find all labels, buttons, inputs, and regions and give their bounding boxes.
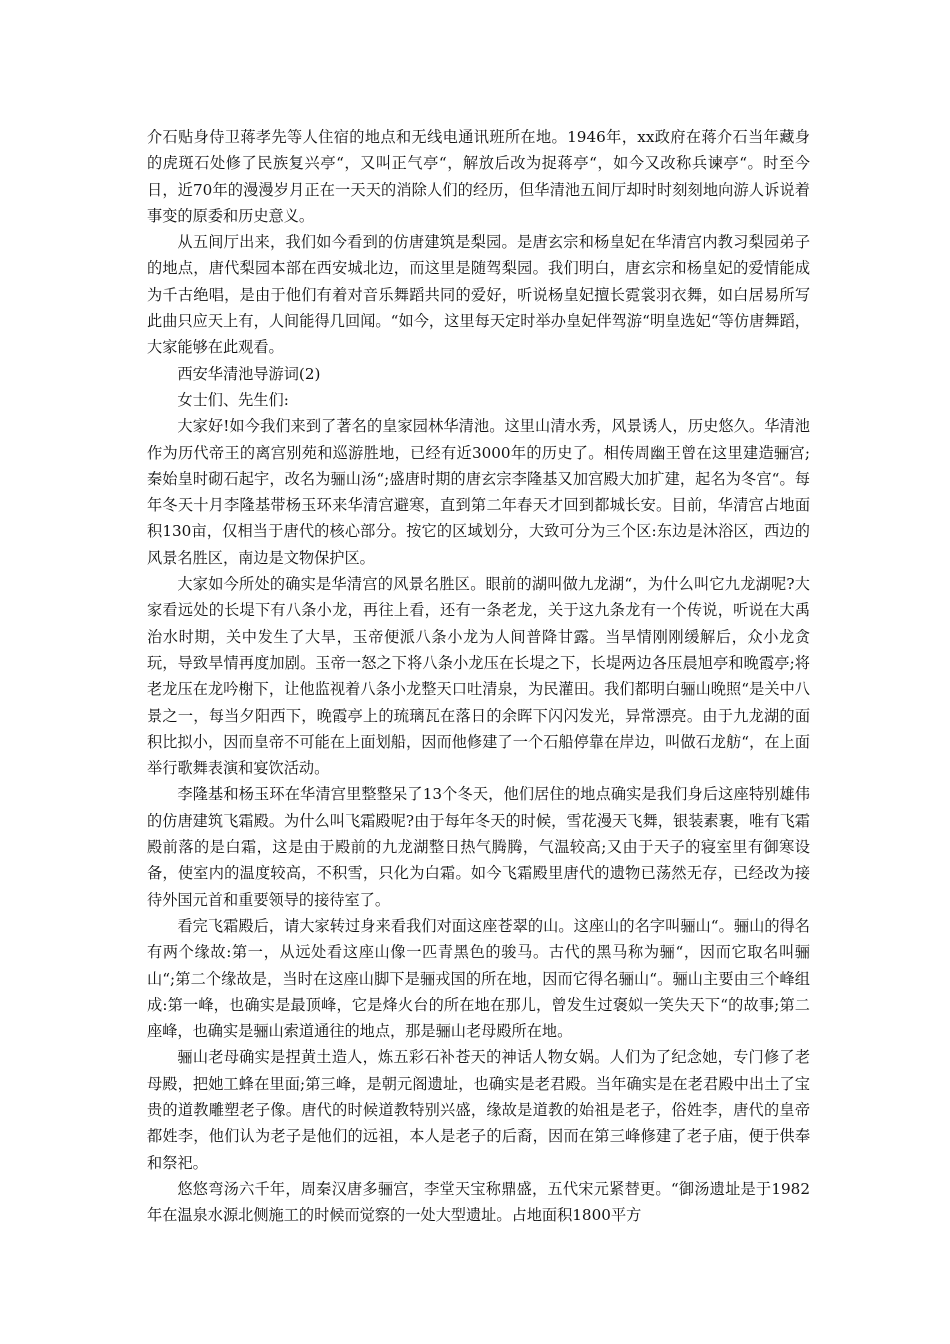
greeting: 女士们、先生们: [177,390,289,409]
paragraph-feishuang-hall: 李隆基和杨玉环在华清宫里整整呆了13个冬天，他们居住的地点确实是我们身后这座特别雄伟的仿唐建筑飞霜殿。为什么叫飞霜殿呢?由于每年冬天的时候，雪花漫天飞舞，银装素裹，唯有飞霜殿前落的是白霜，这是由于殿前的九龙湖整日热气腾腾，气温较高;又由于天子的寝室里有御寒设备，使室内的温度较高，不积雪，只化为白霜。如今飞霜殿里唐代的遗物已荡然无存，已经改为接待外国元首和重要领导的接待室了。 [147,785,810,909]
paragraph-lishan-mother: 骊山老母确实是捏黄土造人，炼五彩石补苍天的神话人物女娲。人们为了纪念她，专门修了老母殿，把她工蜂在里面;第三峰，是朝元阁遗址，也确实是老君殿。当年确实是在老君殿中出土了宝贵的道教雕塑老子像。唐代的时候道教特别兴盛，缘故是道教的始祖是老子，俗姓李，唐代的皇帝都姓李，他们认为老子是他们的远祖，本人是老子的后裔，因而在第三峰修建了老子庙，便于供奉和祭祀。 [147,1048,810,1172]
paragraph-lishan-mountain: 看完飞霜殿后，请大家转过身来看我们对面这座苍翠的山。这座山的名字叫骊山“。骊山的得名有两个缘故:第一，从远处看这座山像一匹青黑色的骏马。古代的黑马称为骊“，因而它取名叫骊山“;第二个缘故是，当时在这座山脚下是骊戎国的所在地，因而它得名骊山“。骊山主要由三个峰组成:第一峰，也确实是最顶峰，它是烽火台的所在地在那儿，曾发生过褒姒一笑失天下“的故事;第二座峰，也确实是骊山索道通往的地点，那是骊山老母殿所在地。 [147,916,810,1041]
paragraph-introduction: 大家好!如今我们来到了著名的皇家园林华清池。这里山清水秀，风景诱人，历史悠久。华清池作为历代帝王的离宫别苑和巡游胜地，已经有近3000年的历史了。相传周幽王曾在这里建造骊宫;秦始皇时砌石起宇，改名为骊山汤“;盛唐时期的唐玄宗李隆基又加宫殿大加扩建，起名为冬宫“。每年冬天十月李隆基带杨玉环来华清宫避寒，直到第二年春天才回到都城长安。目前，华清宫占地面积130亩，仅相当于唐代的核心部分。按它的区域划分，大致可分为三个区:东边是沐浴区，西边的风景名胜区，南边是文物保护区。 [147,417,810,567]
paragraph-pear-garden: 从五间厅出来，我们如今看到的仿唐建筑是梨园。是唐玄宗和杨皇妃在华清宫内教习梨园弟子的地点，唐代梨园本部在西安城北边，而这里是随驾梨园。我们明白，唐玄宗和杨皇妃的爱情能成为千古绝唱，是由于他们有着对音乐舞蹈共同的爱好，听说杨皇妃擅长霓裳羽衣舞，如白居易所写此曲只应天上有，人间能得几回闻。“如今，这里每天定时举办皇妃伴驾游“明皇选妃“等仿唐舞蹈，大家能够在此观看。 [147,233,810,357]
document-page [147,124,810,1228]
paragraph-imperial-bath: 悠悠弯汤六千年，周秦汉唐多骊宫，李堂天宝称鼎盛，五代宋元紧替更。“御汤遗址是于1982年在温泉水源北侧施工的时候而觉察的一处大型遗址。占地面积1800平方 [147,1179,810,1225]
paragraph-nine-dragon-lake: 大家如今所处的确实是华清宫的风景名胜区。眼前的湖叫做九龙湖“，为什么叫它九龙湖呢?大家看远处的长堤下有八条小龙，再往上看，还有一条老龙，关于这九条龙有一个传说，听说在大禹治水时期，关中发生了大旱，玉帝便派八条小龙为人间普降甘露。当旱情刚刚缓解后，众小龙贪玩，导致旱情再度加剧。玉帝一怒之下将八条小龙压在长堤之下，长堤两边各压晨旭亭和晚霞亭;将老龙压在龙吟榭下，让他监视着八条小龙整天口吐清泉，为民灌田。我们都明白骊山晚照“是关中八景之一，每当夕阳西下，晚霞亭上的琉璃瓦在落日的余晖下闪闪发光，异常漂亮。由于九龙湖的面积比拟小，因而皇帝不可能在上面划船，因而他修建了一个石船停靠在岸边，叫做石龙舫“，在上面举行歌舞表演和宴饮活动。 [147,575,810,778]
section-title: 西安华清池导游词(2) [177,364,321,383]
paragraph-continuation: 介石贴身侍卫蒋孝先等人住宿的地点和无线电通讯班所在地。1946年，xx政府在蒋介石当年藏身的虎斑石处修了民族复兴亭“，又叫正气亭“，解放后改为捉蒋亭“，如今又改称兵谏亭“。时至今日，近70年的漫漫岁月正在一天天的消除人们的经历，但华清池五间厅却时时刻刻地向游人诉说着事变的原委和历史意义。 [147,128,810,225]
